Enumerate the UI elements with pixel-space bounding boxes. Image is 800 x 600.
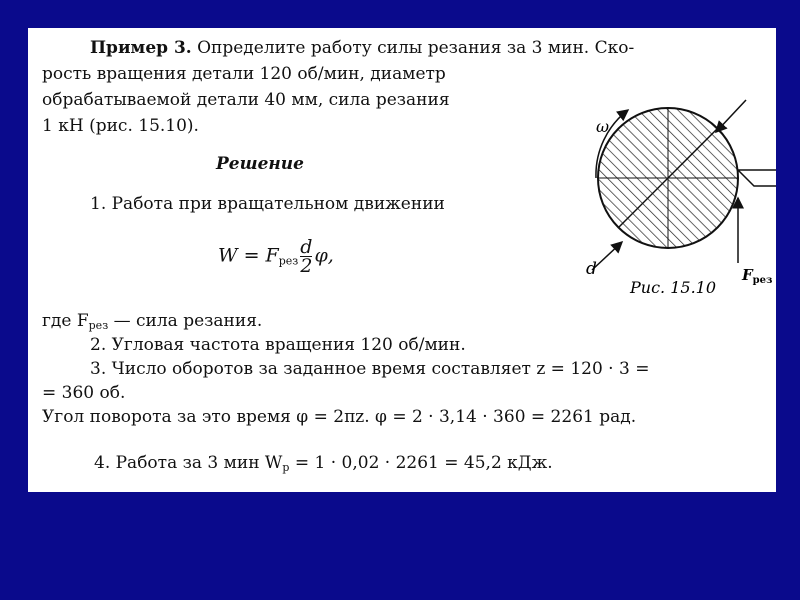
where-prefix: где F [42, 311, 89, 331]
solution-title: Решение [216, 154, 304, 174]
example-line-3: обрабатываемой детали 40 мм, сила резания [42, 90, 450, 110]
step-4-text: 4. Работа за 3 мин W [94, 453, 283, 473]
step-4-tail: = 1 · 0,02 · 2261 = 45,2 кДж. [289, 453, 553, 473]
formula-num: d [300, 236, 313, 258]
step-4-sub: р [282, 461, 290, 474]
figure-caption: Рис. 15.10 [630, 278, 717, 297]
diameter-label: d [586, 259, 597, 279]
step-3a: 3. Число оборотов за заданное время составляет z = 120 · 3 = [90, 359, 650, 379]
force-label [741, 266, 772, 286]
example-line-1 [90, 38, 634, 58]
formula-lhs: W = F [218, 244, 279, 267]
formula-tail: φ, [314, 244, 334, 267]
cutting-tool [738, 170, 776, 186]
force-sub: рез [752, 275, 773, 286]
work-formula [218, 238, 334, 275]
step-3c: Угол поворота за это время φ = 2πz. φ = 2 · 3,14 · 360 = 2261 рад. [42, 407, 637, 427]
formula-den: 2 [300, 255, 313, 277]
omega-label: ω [596, 117, 610, 136]
formula-fraction [300, 238, 312, 275]
force-letter: F [742, 266, 753, 284]
example-line-2: рость вращения детали 120 об/мин, диаметр [42, 64, 446, 84]
step-2: 2. Угловая частота вращения 120 об/мин. [90, 335, 466, 355]
diameter-arrow-upper [716, 100, 746, 132]
figure-15-10 [556, 58, 776, 298]
step-1: 1. Работа при вращательном движении [90, 194, 445, 214]
where-suffix: — сила резания. [108, 311, 263, 331]
example-heading: Пример 3. [90, 38, 192, 58]
formula-sub: рез [278, 254, 299, 268]
where-line [42, 311, 262, 336]
step-4 [94, 453, 553, 478]
slide-content [28, 28, 776, 492]
where-sub: рез [88, 319, 109, 332]
example-text-1: Определите работу силы резания за 3 мин. Ско- [197, 38, 635, 58]
example-line-4: 1 кН (рис. 15.10). [42, 116, 199, 136]
step-3b: = 360 об. [42, 383, 126, 403]
